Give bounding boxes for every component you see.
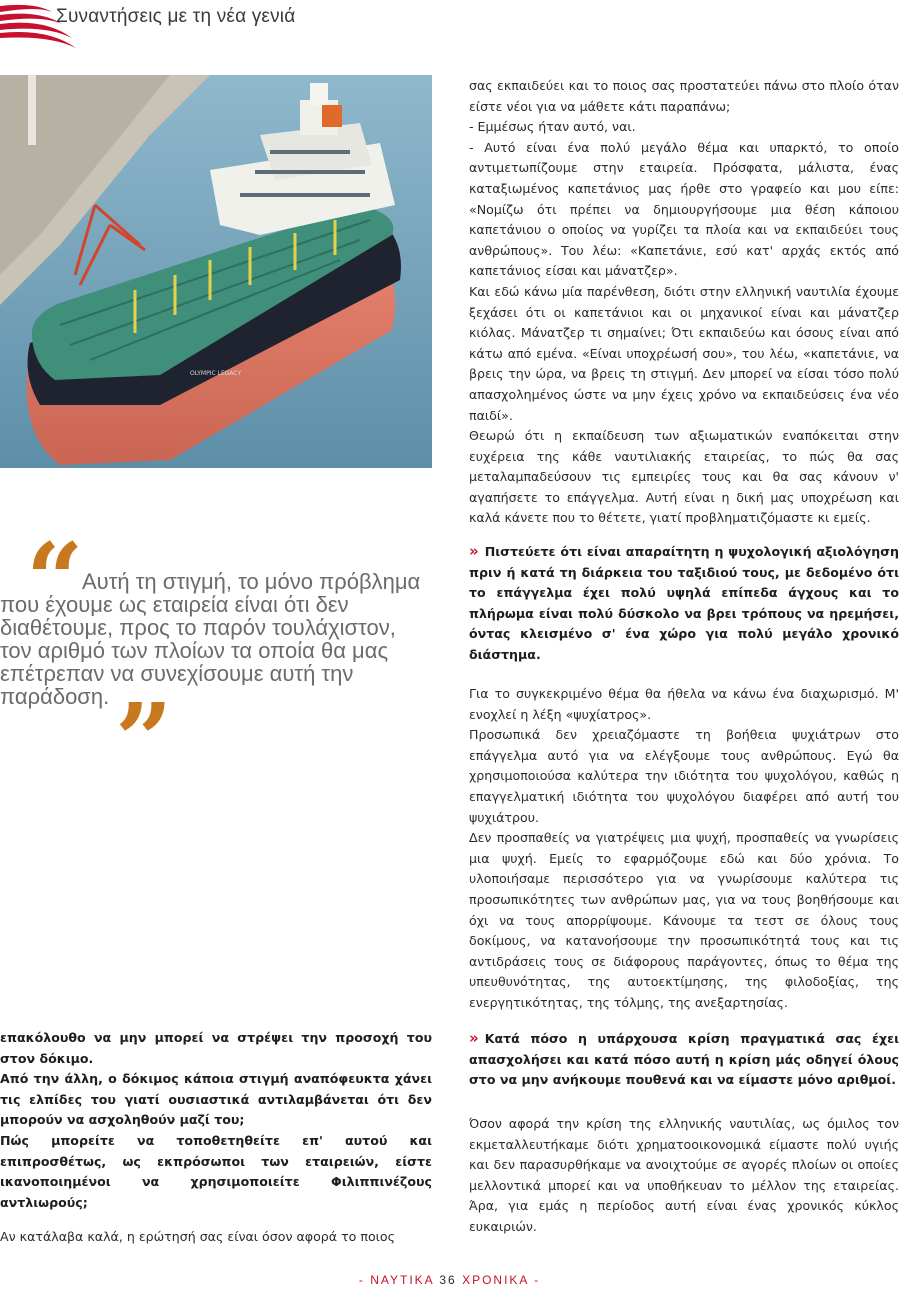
footer-right: ΧΡΟΝΙΚΑ - xyxy=(462,1273,541,1287)
paragraph: - Αυτό είναι ένα πολύ μεγάλο θέμα και υπαρκτό, το οποίο αντιμετωπίζουμε στην εταιρεία. Πρόσφατα, μάλιστα, ένας καταξιωμένος καπετάνιος μας ήρθε στο γραφείο και μου είπε: «Νομίζω ότι πρέπει να δημιουργήσουμε μια θέση κάποιου καπετάνιου ο οποίος να γυρίζει τα πλοία και να εκπαιδεύει τους ανθρώπους». Του λέω: «Καπετάνιε, εσύ κατ' αρχάς εκτός από καπετάνιος είσαι και μάνατζερ». xyxy=(469,139,899,279)
right-column-mid-text xyxy=(469,684,899,1014)
right-column-top-text xyxy=(469,76,899,529)
paragraph: Αν κατάλαβα καλά, η ερώτησή σας είναι όσον αφορά το ποιος xyxy=(0,1229,396,1245)
paragraph: Για το συγκεκριμένο θέμα θα ήθελα να κάνω ένα διαχωρισμό. Μ' ενοχλεί η λέξη «ψυχίατρος». xyxy=(469,686,899,722)
paragraph-bold: Από την άλλη, ο δόκιμος κάποια στιγμή αναπόφευκτα χάνει τις ελπίδες του γιατί ουσιαστικά αντιλαμβάνεται ότι δεν μπορούν να ασχοληθούν μαζί του; xyxy=(0,1071,432,1128)
question-marker-icon: » xyxy=(469,542,479,560)
footer-left: - ΝΑΥΤΙΚΑ xyxy=(358,1273,435,1287)
paragraph: Θεωρώ ότι η εκπαίδευση των αξιωματικών εναπόκειται στην ευχέρεια της κάθε ναυτιλιακής εταιρείας, το πώς θα σας μεταλαμπαδεύσουν τις εμπειρίες τους και θα σας κάνουν ν' αγαπήσετε το επάγγελμα. Αυτή είναι η δική μας υποχρέωση και καλά κάνετε που το θέτετε, γιατί προβληματιζόμαστε κι εμείς. xyxy=(469,428,899,526)
paragraph-bold: Πώς μπορείτε να τοποθετηθείτε επ' αυτού και επιπροσθέτως, ως εκπρόσωποι των εταιρειών, είστε ικανοποιημένοι να χρησιμοποιείτε Φιλιππινέζους αντλιωρούς; xyxy=(0,1132,432,1210)
open-quote-mark-icon: “ xyxy=(26,521,84,639)
right-column-bottom-text xyxy=(469,1114,899,1238)
paragraph: - Εμμέσως ήταν αυτό, ναι. xyxy=(469,119,636,135)
pull-quote-text: Αυτή τη στιγμή, το μόνο πρόβλημα που έχουμε ως εταιρεία είναι ότι δεν διαθέτουμε, προς το παρόν τουλάχιστον, τον αριθμό των πλοίων τα οποία θα μας επέτρεπαν να συνεχίσουμε αυτή την παράδοση. xyxy=(0,569,421,709)
section-title: Συναντήσεις με τη νέα γενιά xyxy=(56,6,296,27)
paragraph-bold: επακόλουθο να μην μπορεί να στρέψει την προσοχή του στον δόκιμο. xyxy=(0,1030,432,1066)
page-footer xyxy=(0,1273,899,1287)
question-text: Κατά πόσο η υπάρχουσα κρίση πραγματικά σας έχει απασχολήσει και κατά πόσο αυτή η κρίση μάς οδηγεί όλους στο να μην ανήκουμε πουθενά και να είμαστε μόνο αριθμοί. xyxy=(469,1031,899,1088)
question-text: Πιστεύετε ότι είναι απαραίτητη η ψυχολογική αξιολόγηση πριν ή κατά τη διάρκεια του ταξιδιού τους, με δεδομένο ότι το επάγγελμα έχει πολύ υψηλά επίπεδα άγχους και το πλήρωμα είναι πολύ δύσκολο να βρει τρόπους να ηρεμήσει, όντας κλεισμένο σ' ένα χώρο για πολύ μεγάλο χρονικό διάστημα. xyxy=(469,544,899,662)
page-header xyxy=(0,0,899,50)
paragraph: Προσωπικά δεν χρειαζόμαστε τη βοήθεια ψυχιάτρων στο επάγγελμα αυτό για να ελέγξουμε τους ανθρώπους. Εγώ θα χρησιμοποιούσα καλύτερα την ιδιότητα του ψυχολόγου, καθώς η επαγγελματική ιδιότητα του ψυχολόγου διαφέρει από αυτή του ψυχιάτρου. xyxy=(469,727,899,825)
close-quote-mark-icon: ” xyxy=(115,681,173,799)
paragraph: Δεν προσπαθείς να γιατρέψεις μια ψυχή, προσπαθείς να γνωρίσεις μια ψυχή. Εμείς το εφαρμόζουμε εδώ και δύο χρόνια. Το υλοποιήσαμε περισσότερο για να γνωρίσουμε καλύτερα τις προσωπικότητες των ανθρώπων μας, για να τους βοηθήσουμε και όχι να τους απορρίψουμε. Κάνουμε τα τεστ σε όλους τους δοκίμους, να κατανοήσουμε την προσωπικότητά τους και τις αντιδράσεις τους σε διάφορους παράγοντες, όπως το θέμα της υπευθυνότητας, της αυτοεκτίμησης, της φιλοδοξίας, της ενεργητικότητας, της τόλμης, της ανεξαρτησίας. xyxy=(469,830,899,1010)
interview-question-2 xyxy=(469,1028,899,1091)
question-marker-icon: » xyxy=(469,1029,479,1047)
paragraph: Και εδώ κάνω μία παρένθεση, διότι στην ελληνική ναυτιλία έχουμε ξεχάσει ότι οι καπετάνιοι και οι μηχανικοί είναι και μάνατζερ κιόλας. Μάνατζερ τι σημαίνει; Ότι εκπαιδεύω και όσους είναι από κάτω από εμένα. «Είναι υποχρέωσή σου», του λέω, «καπετάνιε, να βρεις την ώρα, να βρεις τη στιγμή. Δεν μπορεί να είσαι τόσο πολύ απασχολημένος ώστε να μην έχεις χρόνο να εκπαιδεύσεις ένα νέο παιδί». xyxy=(469,283,899,423)
left-column-bottom-text xyxy=(0,1028,432,1248)
paragraph: Όσον αφορά την κρίση της ελληνικής ναυτιλίας, ως όμιλος τον εκμεταλλευτήκαμε διότι χρηματοοικονομικά είμαστε πολύ υγιής και δεν παρασυρθήκαμε να ανοιχτούμε σε αγορές πλοίων οι οποίες μελλοντικά μπορεί και να υποθήκευαν το μέλλον της εταιρείας. Άρα, για εμάς η περίοδος αυτή είναι ένας χρονικός κύκλος ευκαιριών. xyxy=(469,1116,899,1234)
paragraph: σας εκπαιδεύει και το ποιος σας προστατεύει πάνω στο πλοίο όταν είστε νέοι για να μάθετε κάτι παραπάνω; xyxy=(469,78,899,114)
page-number: 36 xyxy=(439,1273,457,1287)
pull-quote xyxy=(0,521,440,799)
ship-name-label: OLYMPIC LEGACY xyxy=(190,370,242,377)
ship-photo xyxy=(0,75,432,468)
tanker-ship-illustration xyxy=(0,75,432,468)
interview-question-1 xyxy=(469,541,899,666)
